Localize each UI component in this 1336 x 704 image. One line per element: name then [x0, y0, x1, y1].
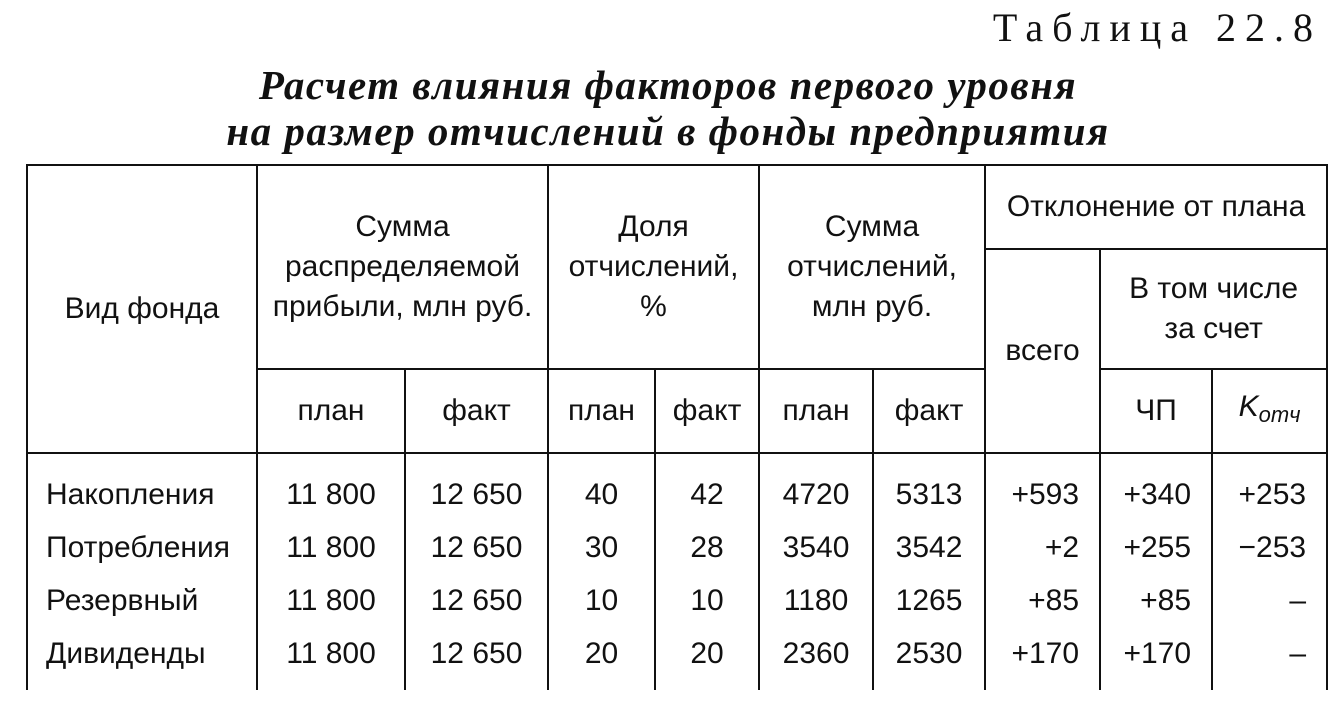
header-share-fact: факт: [655, 369, 759, 453]
table-row: [27, 627, 1327, 690]
header-share-line-3: %: [640, 290, 667, 323]
sum-plan-cell: 3540: [759, 521, 873, 574]
header-chp: ЧП: [1100, 369, 1212, 453]
header-profit-sum-line-1: Сумма: [355, 210, 450, 243]
title-line-1: Расчет влияния факторов первого уровня: [258, 62, 1078, 108]
profit-fact-cell: 12 650: [405, 521, 548, 574]
dev-total-cell: +170: [985, 627, 1100, 690]
header-deduction-sum-line-1: Сумма: [824, 210, 920, 243]
header-total: всего: [985, 249, 1100, 453]
sum-fact-cell: 5313: [873, 453, 985, 521]
sum-fact-cell: 3542: [873, 521, 985, 574]
dev-chp-cell: +255: [1100, 521, 1212, 574]
header-share-line-2: отчислений,: [568, 250, 739, 283]
share-plan-cell: 40: [548, 453, 655, 521]
dev-chp-cell: +170: [1100, 627, 1212, 690]
dev-k-cell: −253: [1212, 521, 1327, 574]
header-profit-fact: факт: [405, 369, 548, 453]
header-share: [548, 165, 759, 369]
header-including: [1100, 249, 1327, 369]
table-row: [27, 453, 1327, 521]
share-fact-cell: 28: [655, 521, 759, 574]
dev-chp-cell: +340: [1100, 453, 1212, 521]
table-title: [0, 62, 1336, 154]
row-name: Резервный: [27, 574, 257, 627]
profit-fact-cell: 12 650: [405, 627, 548, 690]
profit-fact-cell: 12 650: [405, 453, 548, 521]
profit-plan-cell: 11 800: [257, 521, 405, 574]
header-profit-sum-line-2: распределяемой: [284, 250, 521, 283]
header-share-plan: план: [548, 369, 655, 453]
header-k-sub: отч: [1258, 402, 1301, 427]
header-fund-type: Вид фонда: [27, 165, 257, 453]
table-number-label: Таблица 22.8: [992, 5, 1322, 50]
sum-plan-cell: 1180: [759, 574, 873, 627]
header-deduction-sum: [759, 165, 985, 369]
dev-chp-cell: +85: [1100, 574, 1212, 627]
sum-fact-cell: 1265: [873, 574, 985, 627]
header-profit-sum: [257, 165, 548, 369]
header-share-line-1: Доля: [618, 210, 689, 243]
dev-k-cell: –: [1212, 627, 1327, 690]
share-plan-cell: 20: [548, 627, 655, 690]
header-sum-fact: факт: [873, 369, 985, 453]
profit-plan-cell: 11 800: [257, 453, 405, 521]
header-deviation: Отклонение от плана: [985, 165, 1327, 249]
title-line-2: на размер отчислений в фонды предприятия: [226, 108, 1110, 154]
header-profit-sum-line-3: прибыли, млн руб.: [272, 290, 533, 323]
share-fact-cell: 42: [655, 453, 759, 521]
table-row: [27, 574, 1327, 627]
sum-plan-cell: 2360: [759, 627, 873, 690]
table-row: [27, 521, 1327, 574]
header-k-otch: [1212, 369, 1327, 453]
header-deduction-sum-line-2: отчислений,: [787, 250, 957, 283]
share-fact-cell: 20: [655, 627, 759, 690]
dev-total-cell: +85: [985, 574, 1100, 627]
dev-k-cell: +253: [1212, 453, 1327, 521]
dev-total-cell: +593: [985, 453, 1100, 521]
profit-fact-cell: 12 650: [405, 574, 548, 627]
profit-plan-cell: 11 800: [257, 574, 405, 627]
header-including-line-1: В том числе: [1129, 272, 1299, 305]
header-deduction-sum-line-3: млн руб.: [811, 290, 933, 323]
header-sum-plan: план: [759, 369, 873, 453]
header-k-main: K: [1238, 390, 1259, 423]
row-name: Потребления: [27, 521, 257, 574]
fund-deductions-table: [26, 164, 1328, 690]
profit-plan-cell: 11 800: [257, 627, 405, 690]
sum-fact-cell: 2530: [873, 627, 985, 690]
dev-k-cell: –: [1212, 574, 1327, 627]
row-name: Накопления: [27, 453, 257, 521]
share-plan-cell: 30: [548, 521, 655, 574]
row-name: Дивиденды: [27, 627, 257, 690]
header-including-line-2: за счет: [1164, 312, 1263, 345]
dev-total-cell: +2: [985, 521, 1100, 574]
sum-plan-cell: 4720: [759, 453, 873, 521]
share-plan-cell: 10: [548, 574, 655, 627]
header-profit-plan: план: [257, 369, 405, 453]
share-fact-cell: 10: [655, 574, 759, 627]
